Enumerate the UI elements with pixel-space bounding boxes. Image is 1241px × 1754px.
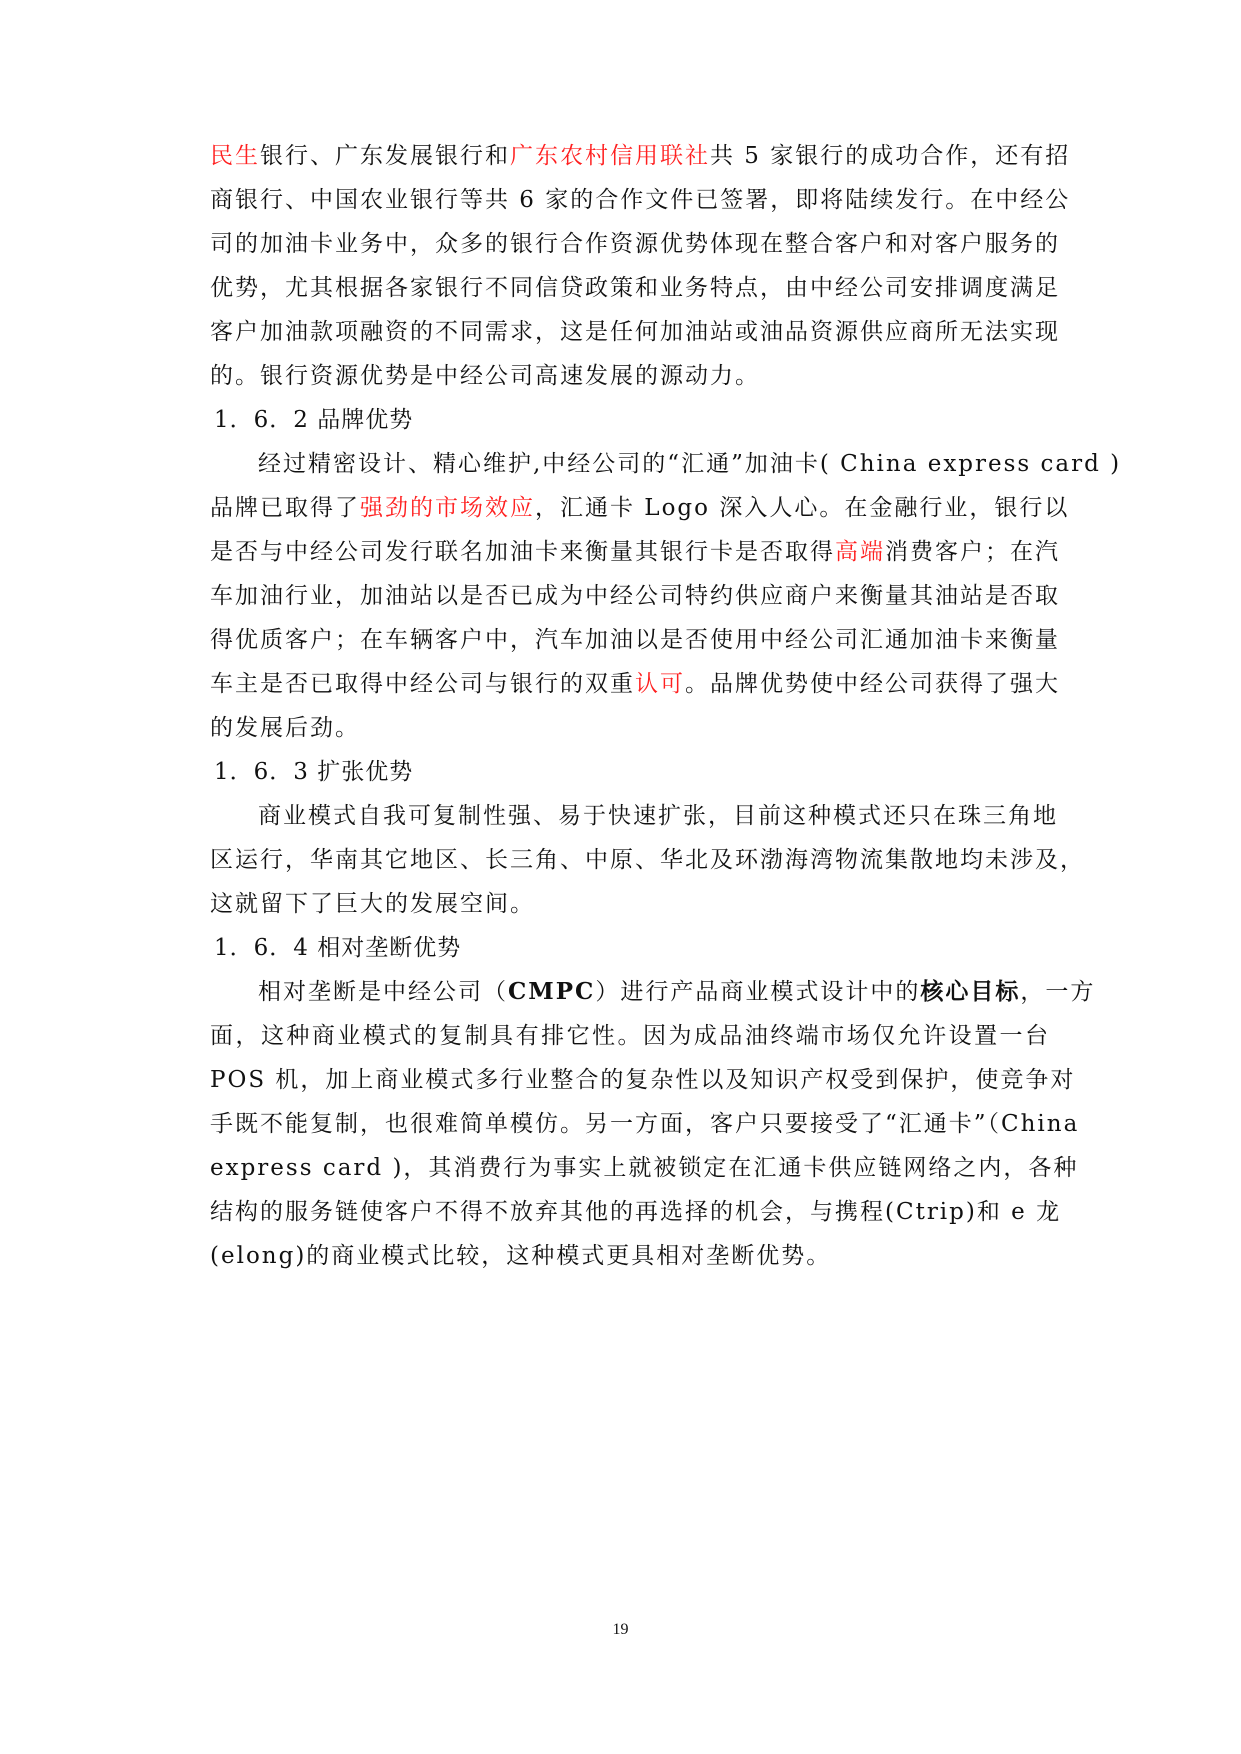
bold-text: CMPC — [508, 978, 596, 1005]
text-run: ）进行产品商业模式设计中的 — [595, 979, 921, 1005]
paragraph-line: 结构的服务链使客户不得不放弃其他的再选择的机会，与携程(Ctrip)和 e 龙 — [210, 1199, 1062, 1225]
paragraph-line — [210, 532, 1060, 572]
bold-text: 核心目标 — [920, 978, 1021, 1005]
paragraph-line: 的发展后劲。 — [210, 715, 360, 741]
text-run: 银行、广东发展银行和 — [260, 143, 510, 169]
text-run: 车主是否已取得中经公司与银行的双重 — [210, 671, 635, 697]
section-heading-expansion: 1．6．3 扩张优势 — [214, 759, 414, 785]
paragraph-line: (elong)的商业模式比较，这种模式更具相对垄断优势。 — [210, 1243, 832, 1269]
text-run: 消费客户；在汽 — [885, 539, 1060, 565]
paragraph-line — [210, 488, 1070, 528]
text-run: 相对垄断是中经公司（ — [258, 979, 508, 1005]
page-number: 19 — [612, 1621, 629, 1638]
text-run: ，汇通卡 Logo 深入人心。在金融行业，银行以 — [535, 495, 1070, 521]
paragraph-line: 手既不能复制，也很难简单模仿。另一方面，客户只要接受了“汇通卡”（China — [210, 1111, 1080, 1137]
paragraph-line: 优势，尤其根据各家银行不同信贷政策和业务特点，由中经公司安排调度满足 — [210, 275, 1060, 301]
paragraph-line: 得优质客户；在车辆客户中，汽车加油以是否使用中经公司汇通加油卡来衡量 — [210, 627, 1060, 653]
paragraph-line — [210, 136, 1071, 176]
text-run: 是否与中经公司发行联名加油卡来衡量其银行卡是否取得 — [210, 539, 835, 565]
paragraph-line — [258, 972, 1096, 1012]
highlighted-text: 认可 — [635, 671, 685, 697]
section-heading-brand: 1．6．2 品牌优势 — [214, 407, 414, 433]
paragraph-line: express card )，其消费行为事实上就被锁定在汇通卡供应链网络之内，各种 — [210, 1155, 1079, 1181]
paragraph-line: 商银行、中国农业银行等共 6 家的合作文件已签署，即将陆续发行。在中经公 — [210, 187, 1071, 213]
paragraph-line: 的。银行资源优势是中经公司高速发展的源动力。 — [210, 363, 760, 389]
text-run: 。品牌优势使中经公司获得了强大 — [685, 671, 1060, 697]
paragraph-line: 车加油行业，加油站以是否已成为中经公司特约供应商户来衡量其油站是否取 — [210, 583, 1060, 609]
highlighted-text: 高端 — [835, 539, 885, 565]
paragraph-line: 司的加油卡业务中，众多的银行合作资源优势体现在整合客户和对客户服务的 — [210, 231, 1060, 257]
text-run: ，一方 — [1020, 979, 1096, 1005]
paragraph-line — [210, 664, 1060, 704]
highlighted-text: 民生 — [210, 143, 260, 169]
paragraph-line: 面，这种商业模式的复制具有排它性。因为成品油终端市场仅允许设置一台 — [210, 1023, 1050, 1049]
paragraph-line: 区运行，华南其它地区、长三角、中原、华北及环渤海湾物流集散地均未涉及， — [210, 847, 1085, 873]
paragraph-line: 经过精密设计、精心维护,中经公司的“汇通”加油卡( China express card ) — [258, 451, 1122, 477]
paragraph-line: 商业模式自我可复制性强、易于快速扩张，目前这种模式还只在珠三角地 — [258, 803, 1058, 829]
paragraph-line: 这就留下了巨大的发展空间。 — [210, 891, 535, 917]
text-run: 共 5 家银行的成功合作，还有招 — [710, 143, 1071, 169]
text-run: 品牌已取得了 — [210, 495, 360, 521]
paragraph-line: 客户加油款项融资的不同需求，这是任何加油站或油品资源供应商所无法实现 — [210, 319, 1060, 345]
highlighted-text: 广东农村信用联社 — [510, 143, 710, 169]
highlighted-text: 强劲的市场效应 — [360, 495, 535, 521]
paragraph-line: POS 机，加上商业模式多行业整合的复杂性以及知识产权受到保护，使竞争对 — [210, 1067, 1076, 1093]
section-heading-monopoly: 1．6．4 相对垄断优势 — [214, 935, 462, 961]
